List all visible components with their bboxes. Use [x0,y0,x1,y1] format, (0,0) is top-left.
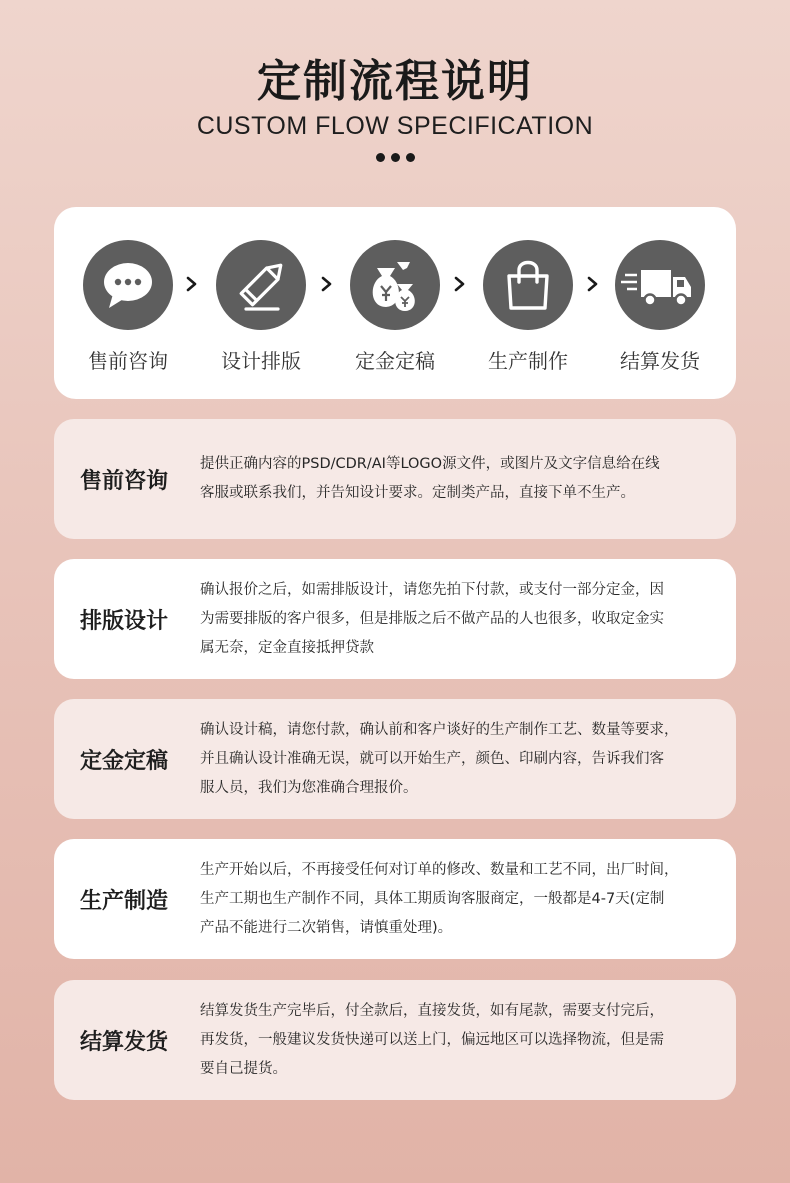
flow-step-consult [63,240,193,374]
section-body [200,559,728,679]
section-line: 确认报价之后，如需排版设计，请您先拍下付款，或支付一部分定金，因 [200,581,664,598]
flow-step-delivery [595,240,725,374]
section-heading: 定金定稿 [80,748,169,774]
section-delivery [54,980,736,1100]
section-heading: 生产制造 [80,888,169,914]
section-body [200,699,728,819]
flow-step-label: 售前咨询 [88,349,168,373]
flow-step-deposit [330,240,460,374]
flow-step-production [463,240,593,374]
decorative-dots [0,147,790,166]
section-body [200,839,728,959]
section-line: 并且确认设计准确无误，就可以开始生产，颜色、印刷内容，告诉我们客 [200,750,664,767]
section-line: 结算发货生产完毕后，付全款后，直接发货，如有尾款，需要支付完后， [200,1002,664,1019]
section-line: 服人员，我们为您准确合理报价。 [200,779,418,796]
section-line: 确认设计稿，请您付款，确认前和客户谈好的生产制作工艺、数量等要求， [200,721,679,738]
section-line: 再发货，一般建议发货快递可以送上门，偏远地区可以选择物流，但是需 [200,1031,664,1048]
flow-step-design [196,240,326,374]
section-line: 提供正确内容的PSD/CDR/AI等LOGO源文件，或图片及文字信息给在线 [200,456,660,472]
section-heading: 结算发货 [80,1029,169,1055]
section-consult [54,419,736,539]
flow-steps-card [54,207,736,399]
section-heading: 售前咨询 [80,468,169,494]
money-bag-icon [350,240,440,330]
section-layout-design [54,559,736,679]
pencil-icon [216,240,306,330]
flow-step-label: 生产制作 [488,349,568,373]
section-line: 要自己提货。 [200,1060,287,1077]
section-deposit [54,699,736,819]
flow-step-label: 设计排版 [221,349,301,373]
page-title: 定制流程说明 [257,56,533,107]
section-body [200,419,728,539]
section-line: 属无奈，定金直接抵押贷款 [200,639,374,656]
flow-step-label: 结算发货 [620,349,700,373]
section-heading: 排版设计 [80,608,169,634]
delivery-truck-icon [615,240,705,330]
chat-bubble-icon [83,240,173,330]
shopping-bag-icon [483,240,573,330]
section-body [200,980,728,1100]
section-production [54,839,736,959]
section-line: 客服或联系我们，并告知设计要求。定制类产品，直接下单不生产。 [200,485,635,501]
section-line: 为需要排版的客户很多，但是排版之后不做产品的人也很多，收取定金实 [200,610,664,627]
section-line: 生产工期也生产制作不同，具体工期质询客服商定，一般都是4-7天(定制 [200,890,665,907]
flow-step-label: 定金定稿 [355,349,435,373]
page-subtitle: CUSTOM FLOW SPECIFICATION [196,112,594,140]
section-line: 产品不能进行二次销售，请慎重处理)。 [200,919,453,936]
section-line: 生产开始以后，不再接受任何对订单的修改、数量和工艺不同，出厂时间， [200,861,679,878]
